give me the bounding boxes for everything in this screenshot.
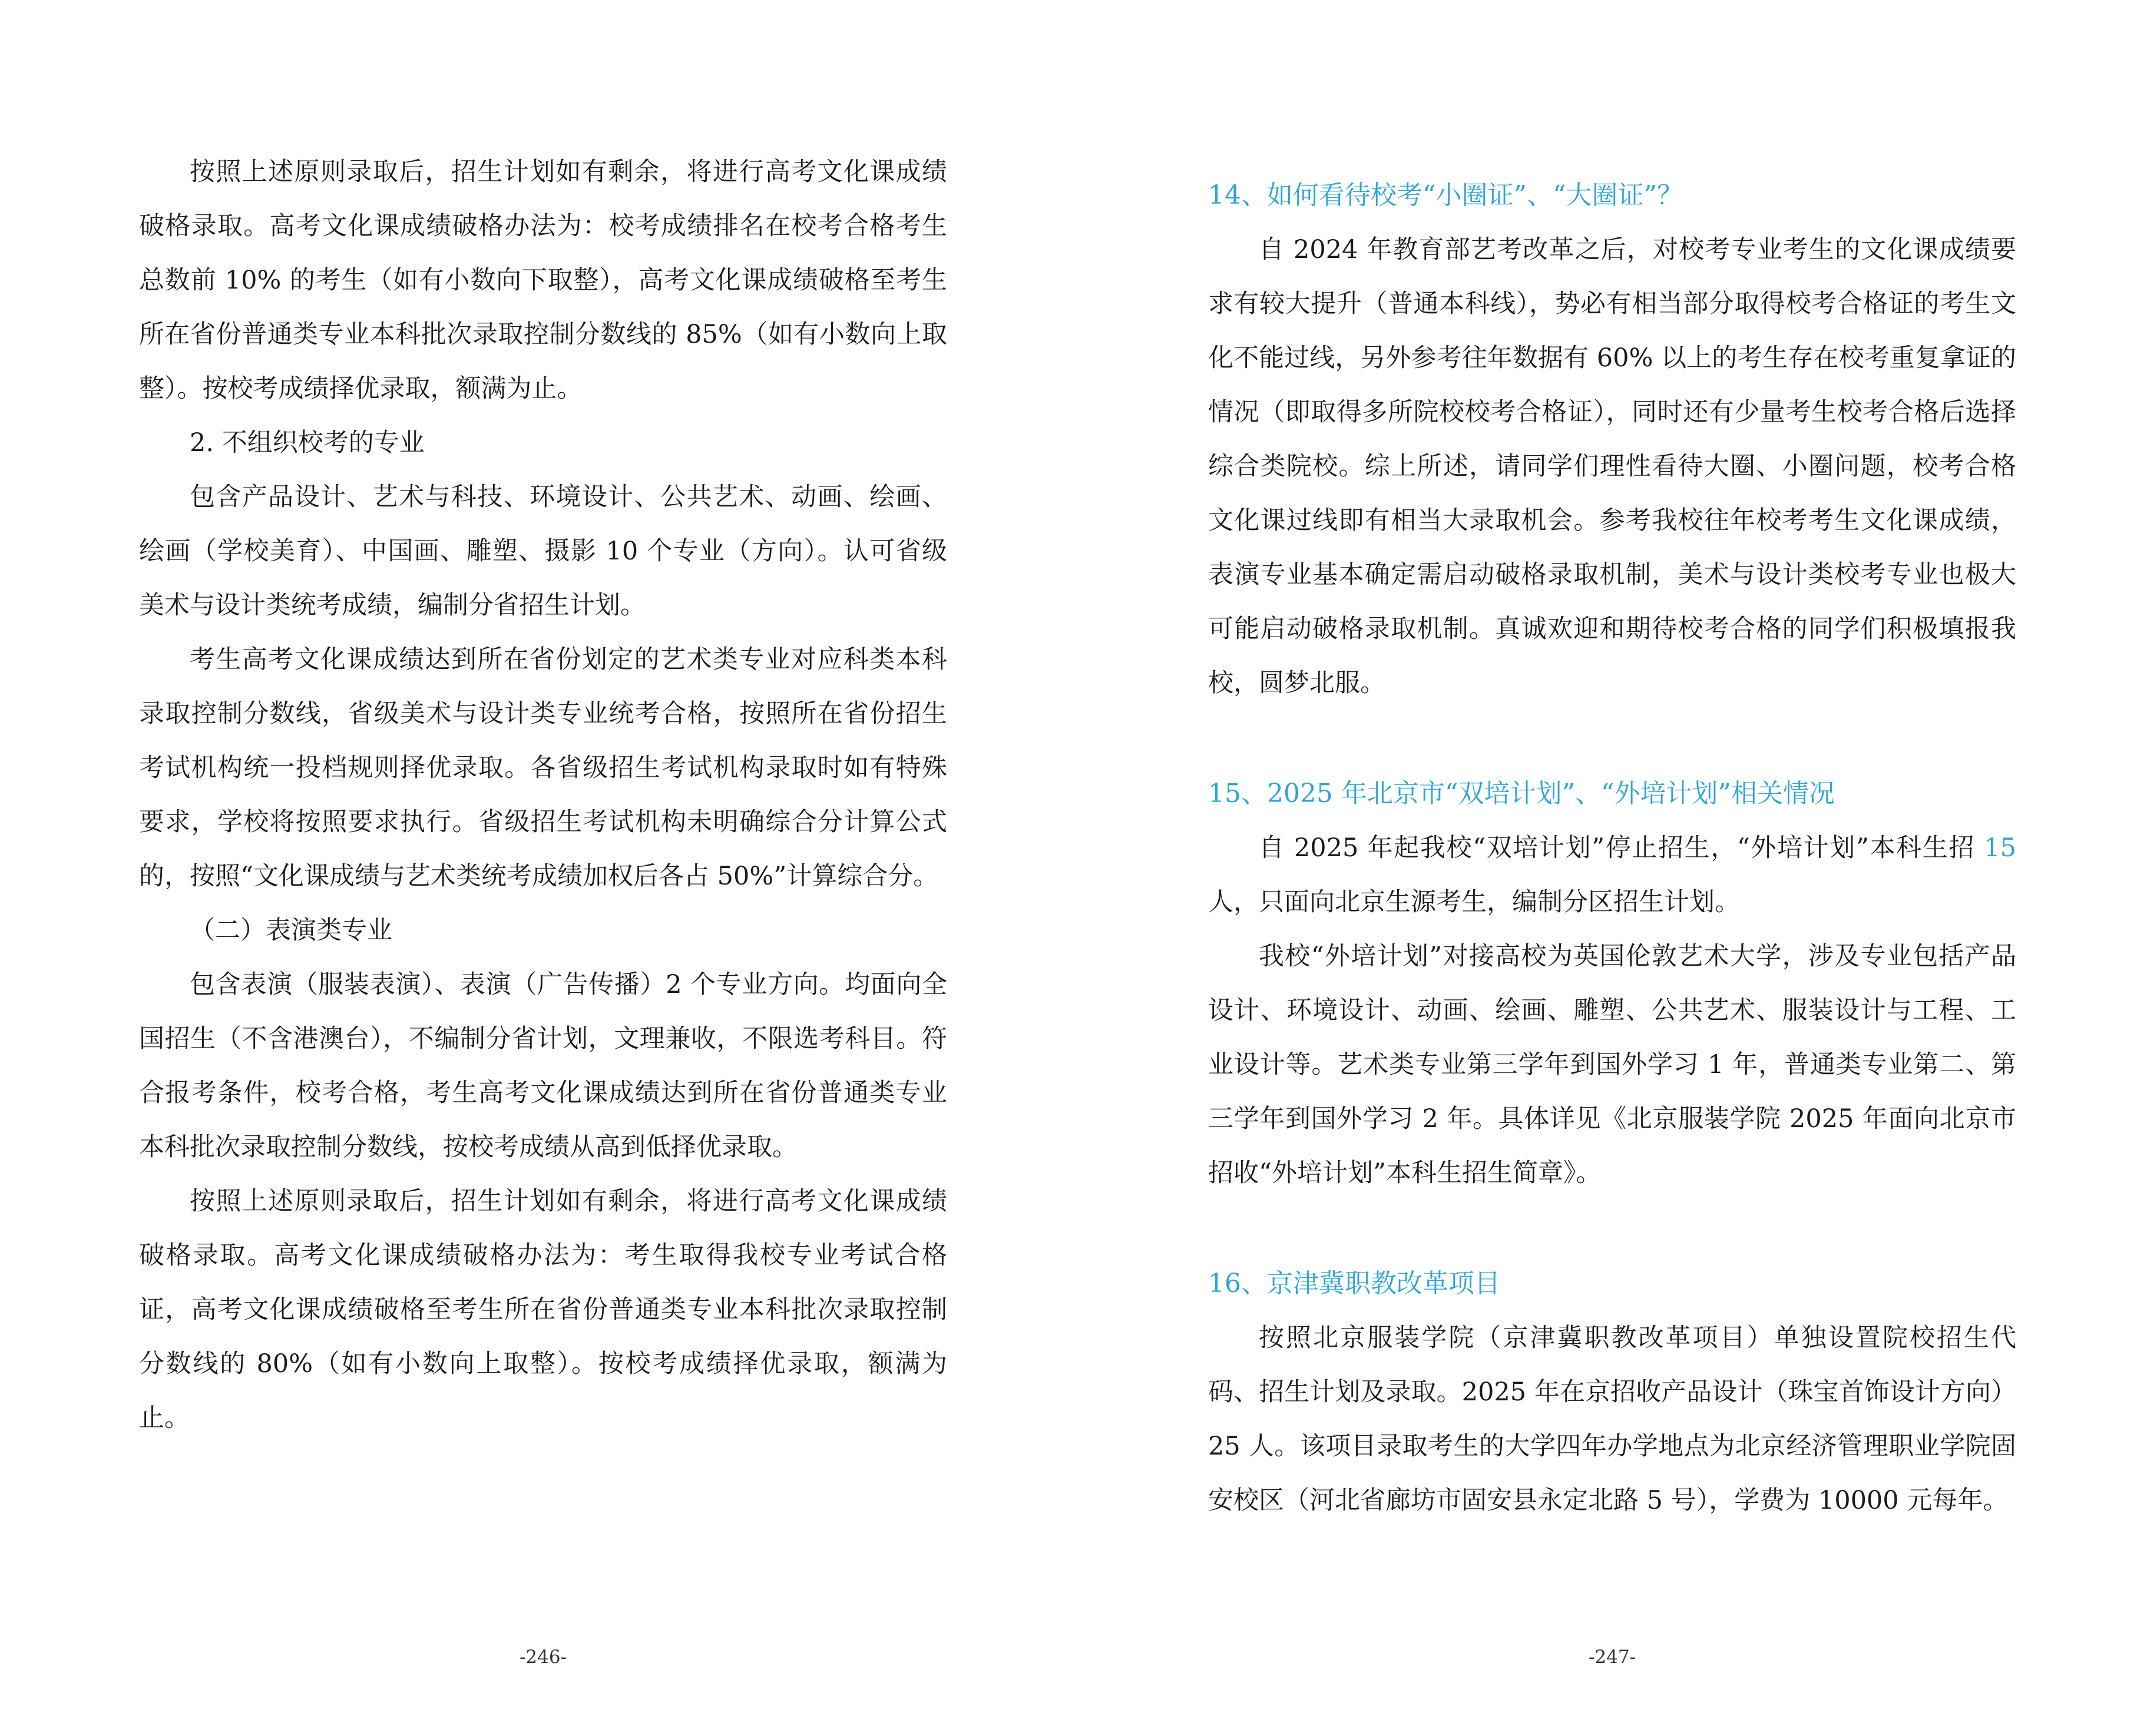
paragraph-overseas-plan: 我校“外培计划”对接高校为英国伦敦艺术大学，涉及专业包括产品设计、环境设计、动画、绘画、雕塑、公共艺术、服装设计与工程、工业设计等。艺术类专业第三学年到国外学习 1 年，普通类专业第二、第三学年到国外学习 2 年。具体详见《北京服装学院 2025 年面向北京市招收“外培计划”本科生招生简章》。 xyxy=(1208,942,2016,1188)
section-heading-14: 14、如何看待校考“小圈证”、“大圈证”？ xyxy=(1208,180,1683,210)
right-page xyxy=(1208,0,2016,1736)
section-gap xyxy=(1208,710,2016,767)
paragraph-breakthrough-admission: 按照上述原则录取后，招生计划如有剩余，将进行高考文化课成绩破格录取。高考文化课成绩破格办法为：校考成绩排名在校考合格考生总数前 10% 的考生（如有小数向下取整），高考文化课成绩破格至考生所在省份普通类专业本科批次录取控制分数线的 85%（如有小数向上取整）。按校考成绩择优录取，额满为止。 xyxy=(139,157,947,403)
paragraph-performance-majors: 包含表演（服装表演）、表演（广告传播）2 个专业方向。均面向全国招生（不含港澳台），不编制分省计划，文理兼收，不限选考科目。符合报考条件，校考合格，考生高考文化课成绩达到所在省份普通类专业本科批次录取控制分数线，按校考成绩从高到低择优录取。 xyxy=(139,970,947,1162)
paragraph-admission-rules: 考生高考文化课成绩达到所在省份划定的艺术类专业对应科类本科录取控制分数线，省级美术与设计类专业统考合格，按照所在省份招生考试机构统一投档规则择优录取。各省级招生考试机构录取时如有特殊要求，学校将按照要求执行。省级招生考试机构未明确综合分计算公式的，按照“文化课成绩与艺术类统考成绩加权后各占 50%”计算综合分。 xyxy=(139,645,947,891)
text-segment: 自 2025 年起我校“双培计划”停止招生，“外培计划”本科生招 xyxy=(1259,833,1984,863)
right-page-content xyxy=(1208,168,2016,1528)
subheading-performance-majors: （二）表演类专业 xyxy=(190,916,392,945)
paragraph-vocational-reform: 按照北京服装学院（京津冀职教改革项目）单独设置院校招生代码、招生计划及录取。2025 年在京招收产品设计（珠宝首饰设计方向）25 人。该项目录取考生的大学四年办学地点为北京经济管理职业学院固安校区（河北省廊坊市固安县永定北路 5 号），学费为 10000 元每年。 xyxy=(1208,1323,2016,1515)
left-page xyxy=(139,0,947,1736)
section-heading-15: 15、2025 年北京市“双培计划”、“外培计划”相关情况 xyxy=(1208,778,1835,809)
text-segment: 人，只面向北京生源考生，编制分区招生计划。 xyxy=(1208,887,1740,917)
paragraph-dual-training-plan xyxy=(1208,821,2016,929)
paragraph-circle-certificates: 自 2024 年教育部艺考改革之后，对校考专业考生的文化课成绩要求有较大提升（普通本科线），势必有相当部分取得校考合格证的考生文化不能过线，另外参考往年数据有 60% 以上的考生存在校考重复拿证的情况（即取得多所院校校考合格证），同时还有少量考生校考合格后选择综合类院校。综上所述，请同学们理性看待大圈、小圈问题，校考合格文化课过线即有相当大录取机会。参考我校往年校考考生文化课成绩，表演专业基本确定需启动破格录取机制，美术与设计类校考专业也极大可能启动破格录取机制。真诚欢迎和期待校考合格的同学们积极填报我校，圆梦北服。 xyxy=(1208,235,2016,698)
paragraph-majors-list: 包含产品设计、艺术与科技、环境设计、公共艺术、动画、绘画、绘画（学校美育）、中国画、雕塑、摄影 10 个专业（方向）。认可省级美术与设计类统考成绩，编制分省招生计划。 xyxy=(139,482,947,620)
paragraph-performance-breakthrough: 按照上述原则录取后，招生计划如有剩余，将进行高考文化课成绩破格录取。高考文化课成绩破格办法为：考生取得我校专业考试合格证，高考文化课成绩破格至考生所在省份普通类专业本科批次录取控制分数线的 80%（如有小数向上取整）。按校考成绩择优录取，额满为止。 xyxy=(139,1187,947,1433)
page-number-left: -246- xyxy=(519,1646,567,1668)
section-heading-16: 16、京津冀职教改革项目 xyxy=(1208,1268,1500,1298)
highlighted-number: 15 xyxy=(1984,833,2016,863)
left-page-content xyxy=(139,145,947,1445)
page-number-right: -247- xyxy=(1588,1646,1636,1668)
subheading-no-school-exam: 2. 不组织校考的专业 xyxy=(190,428,425,458)
section-gap xyxy=(1208,1200,2016,1257)
